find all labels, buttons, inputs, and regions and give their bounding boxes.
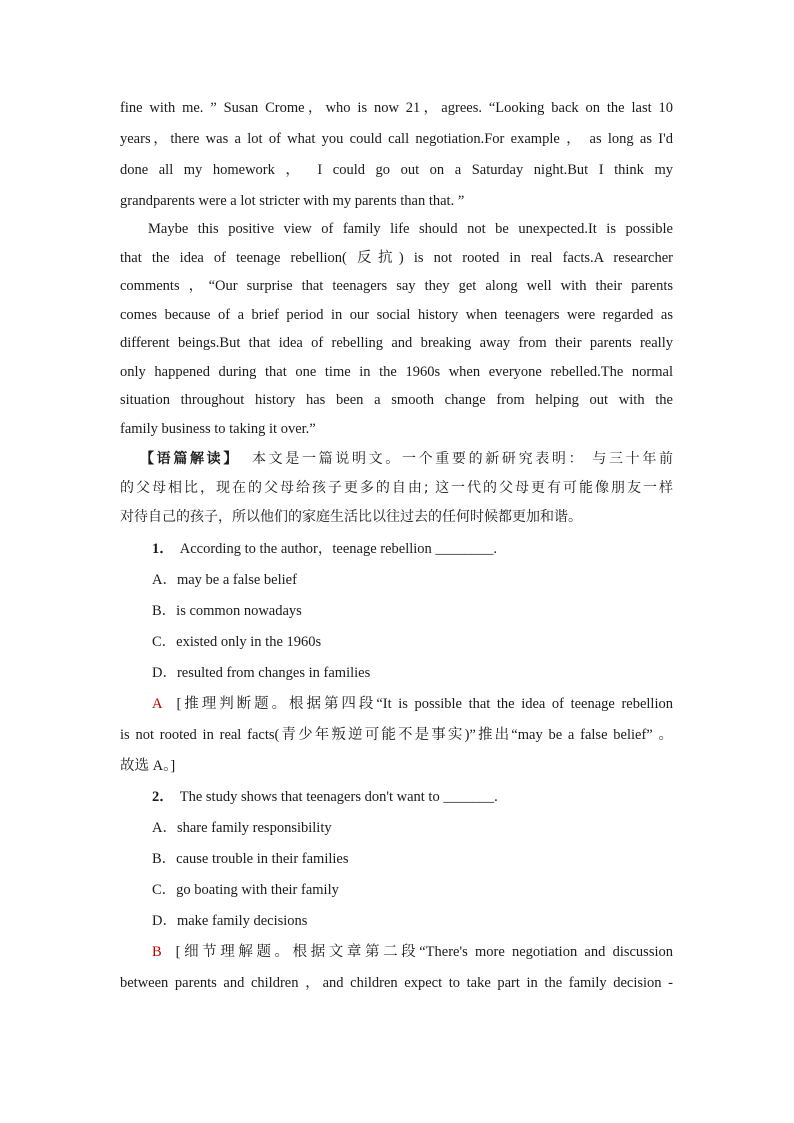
analysis-line: 对待自己的孩子，所以他们的家庭生活比以往过去的任何时候都更加和谐。: [120, 509, 582, 525]
option-b: B．is common nowadays: [152, 603, 302, 619]
answer-line: [120, 689, 673, 720]
option-c: C．existed only in the 1960s: [152, 634, 322, 650]
answer-letter: B: [152, 944, 162, 960]
question-number: 1．: [152, 541, 174, 557]
option-a: A．may be a false belief: [152, 572, 297, 588]
text-line: Maybe this positive view of family life should not be unexpected.It is possible: [148, 221, 673, 237]
text-line: comments ，“Our surprise that teenagers say they get along well with their parents: [120, 278, 673, 294]
answer-letter: A: [152, 696, 163, 712]
question-2: [120, 782, 673, 999]
option-b: B．cause trouble in their families: [152, 851, 349, 867]
question-stem: [120, 782, 673, 813]
question-stem: [120, 534, 673, 565]
analysis-heading: 【语篇解读】: [140, 451, 240, 467]
answer-line: is not rooted in real facts(青少年叛逆可能不是事实)”推出“may be a false belief” 。: [120, 727, 673, 743]
answer-line: 故选 A。]: [120, 758, 176, 774]
passage-continuation: [120, 93, 673, 217]
text-line: family business to taking it over.”: [120, 420, 316, 437]
analysis-line: [120, 445, 673, 474]
option-a: A．share family responsibility: [152, 820, 332, 836]
answer-line: between parents and children ，and children expect to take part in the family decision -: [120, 975, 673, 991]
answer-explanation: [推理判断题。根据第四段“It is possible that the idea of teenage rebellion: [176, 696, 673, 712]
page-content: [120, 93, 673, 999]
question-text: According to the author，teenage rebellion ________.: [179, 541, 498, 557]
text-line: different beings.But that idea of rebelling and breaking away from their parents really: [120, 335, 673, 351]
answer-explanation: [细节理解题。根据文章第二段“There's more negotiation and discussion: [175, 944, 673, 960]
text-line: comes because of a brief period in our social history when teenagers were regarded as: [120, 306, 673, 323]
option-c: C．go boating with their family: [152, 882, 339, 898]
option-d: D．resulted from changes in families: [152, 665, 371, 681]
text-line: done all my homework ， I could go out on a Saturday night.But I think my: [120, 162, 673, 178]
text-line: fine with me. ” Susan Crome，who is now 21，agrees. “Looking back on the last 10: [120, 100, 673, 116]
text-line: years，there was a lot of what you could call negotiation.For example ， as long as I'd: [120, 131, 673, 147]
text-line: grandparents were a lot stricter with my parents than that. ”: [120, 193, 465, 209]
analysis-line: 的父母相比，现在的父母给孩子更多的自由; 这一代的父母更有可能像朋友一样: [120, 480, 673, 496]
text-line: only happened during that one time in the 1960s when everyone rebelled.The normal: [120, 363, 673, 380]
analysis-text: 本文是一篇说明文。一个重要的新研究表明： 与三十年前: [251, 451, 673, 467]
question-text: The study shows that teenagers don't want to _______.: [179, 789, 498, 805]
paragraph-2: [120, 215, 673, 443]
option-d: D．make family decisions: [152, 913, 308, 929]
analysis-section: [120, 445, 673, 532]
answer-line: [120, 937, 673, 968]
text-line: situation throughout history has been a smooth change from helping out with the: [120, 392, 673, 408]
question-1: [120, 534, 673, 782]
question-number: 2．: [152, 789, 174, 805]
text-line: that the idea of teenage rebellion( 反抗) is not rooted in real facts.A researcher: [120, 249, 673, 266]
